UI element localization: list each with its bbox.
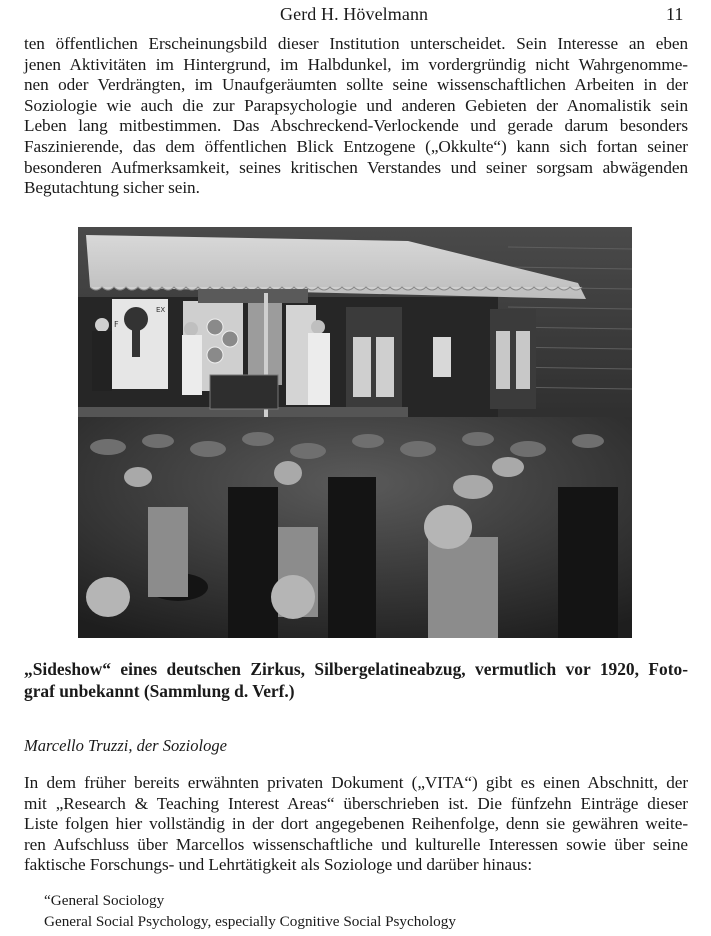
text-line: Begutachtung sicher sein.	[24, 178, 200, 198]
interest-areas-list	[44, 890, 456, 932]
text-line: faktische Forschungs- und Lehrtätigkeit als Soziologe und darüber hinaus:	[24, 855, 533, 875]
text-line: besonderen Aufmerksamkeit, seines kritischen Verstandes und seiner sorgsam abwägenden	[24, 157, 688, 177]
figure-caption	[24, 658, 688, 702]
page-number: 11	[666, 4, 684, 24]
text-line: Leben lang mitbestimmen. Das Abschreckend-Verlockende und gerade darum besonders	[24, 116, 688, 136]
running-head: Gerd H. Hövelmann	[280, 4, 429, 24]
list-item: General Social Psychology, especially Cognitive Social Psychology	[44, 913, 456, 930]
page-header	[0, 4, 711, 28]
list-item: “General Sociology	[44, 892, 165, 909]
text-line: ren Aufschluss über Marcellos wissenschaftliche und kulturelle Interessen sowie über seine	[24, 834, 688, 854]
text-line: Soziologie wie auch die zur Parapsychologie und anderen Gebieten der Anomalistik sein	[24, 95, 688, 115]
paragraph-2	[24, 773, 688, 876]
text-line: In dem früher bereits erwähnten privaten Dokument („VITA“) gibt es einen Abschnitt, der	[24, 773, 688, 792]
sideshow-photograph	[78, 227, 632, 638]
paragraph-1	[24, 34, 688, 199]
section-heading: Marcello Truzzi, der Soziologe	[24, 736, 227, 755]
svg-text:EX: EX	[156, 306, 166, 314]
text-line: Liste folgen hier vollständig in der dort angegebenen Reihenfolge, denn sie gewähren weite-	[24, 814, 688, 834]
svg-text:F: F	[114, 320, 119, 329]
photo-illustration	[78, 227, 632, 638]
text-line: nen oder Verdrängten, im Unaufgeräumten sollte seine wissenschaftlichen Arbeiten in der	[24, 75, 688, 95]
caption-line: graf unbekannt (Sammlung d. Verf.)	[24, 681, 295, 701]
text-line: mit „Research & Teaching Interest Areas“ überschrieben ist. Die fünfzehn Einträge dieser	[24, 793, 688, 813]
text-line: ten öffentlichen Erscheinungsbild dieser Institution unterscheidet. Sein Interesse an eben	[24, 34, 688, 53]
text-line: jenen Aktivitäten im Hintergrund, im Halbdunkel, im vordergründig nicht Wahrgenomme-	[24, 54, 688, 74]
text-line: Faszinierende, das dem öffentlichen Blick Entzogene („Okkulte“) kann sich fortan seiner	[24, 136, 688, 156]
caption-line: „Sideshow“ eines deutschen Zirkus, Silbergelatineabzug, vermutlich vor 1920, Foto-	[24, 659, 688, 679]
